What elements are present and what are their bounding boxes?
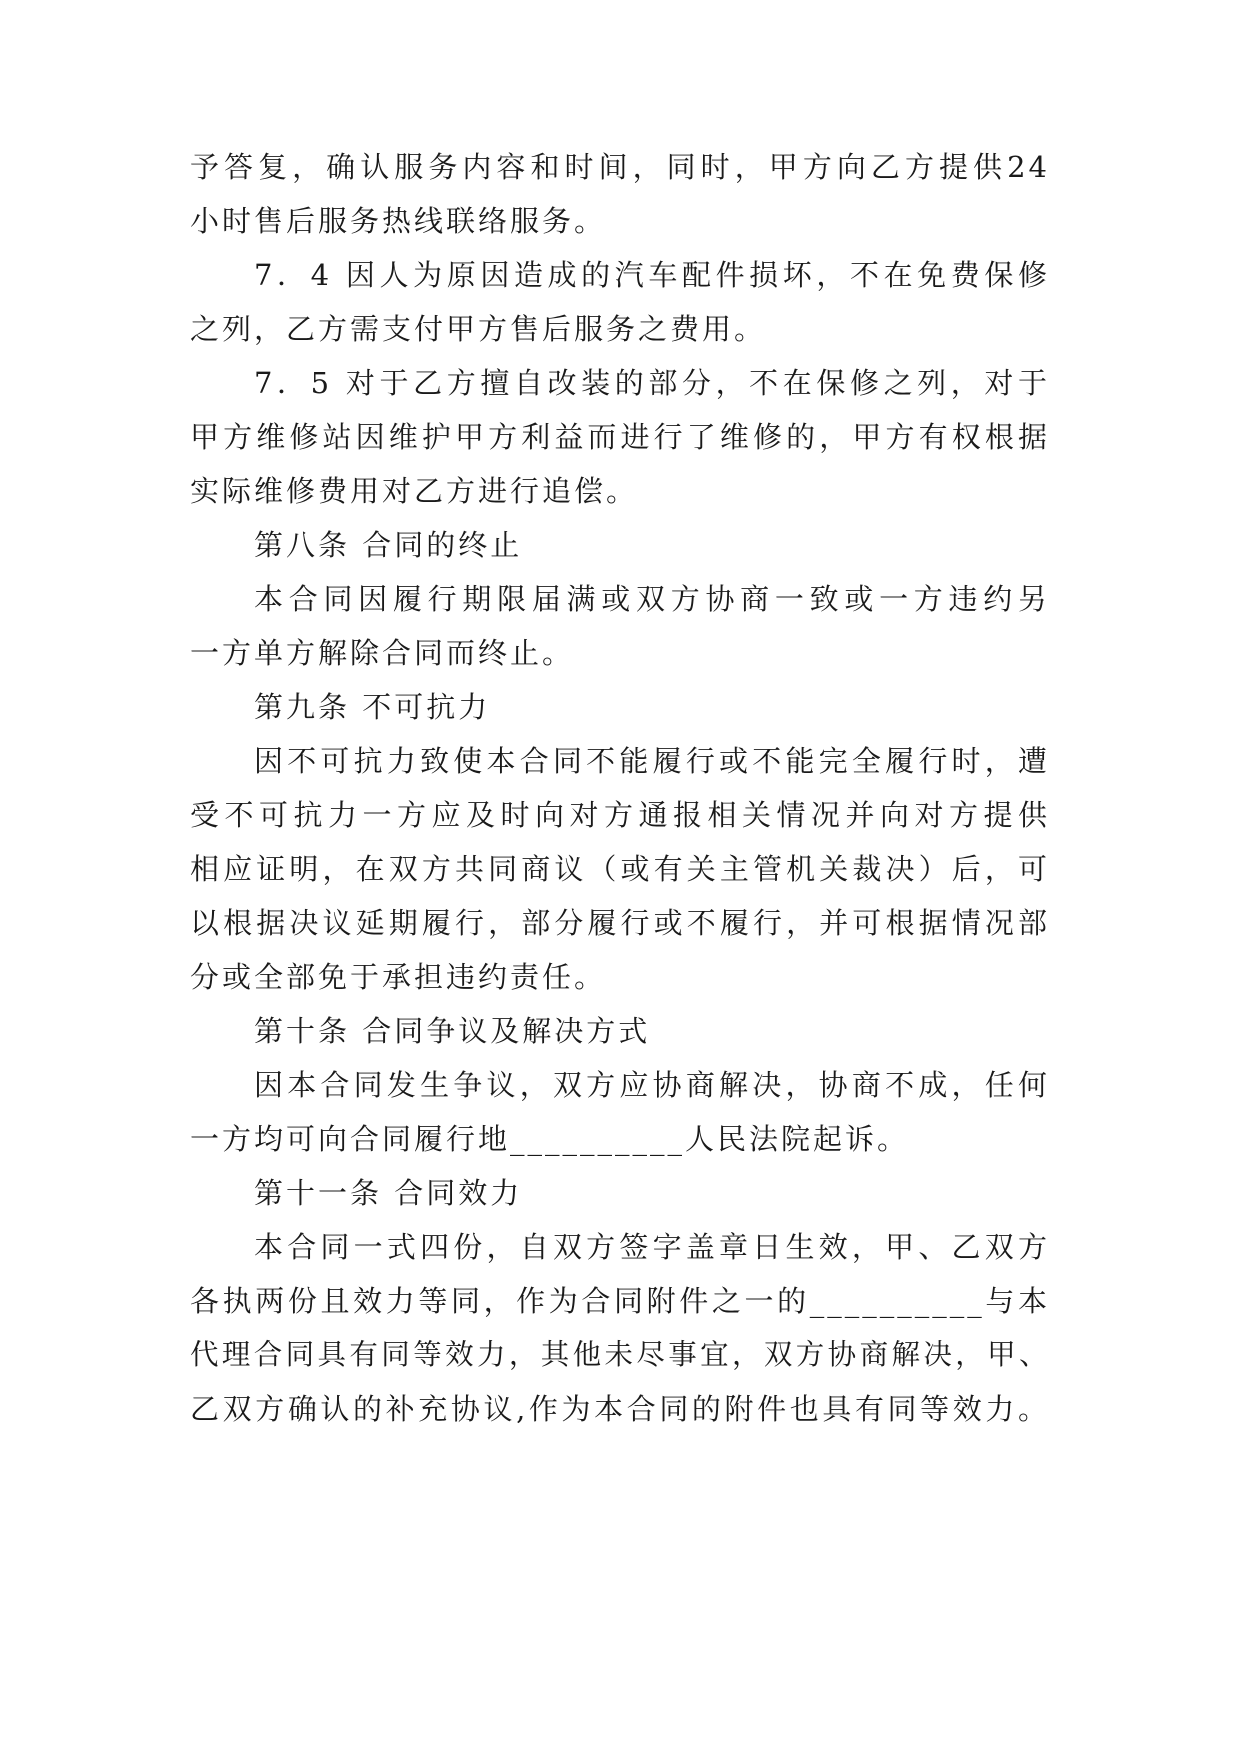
text-line-24: 乙双方确认的补充协议,作为本合同的附件也具有同等效力。 xyxy=(190,1392,1050,1426)
text-line-12: 因不可抗力致使本合同不能履行或不能完全履行时，遭 xyxy=(254,744,1050,778)
text-line-3: 7．4 因人为原因造成的汽车配件损坏，不在免费保修 xyxy=(254,258,1050,292)
text-line-23: 代理合同具有同等效力，其他未尽事宜，双方协商解决，甲、 xyxy=(190,1338,1050,1371)
text-line-2: 小时售后服务热线联络服务。 xyxy=(190,204,607,238)
text-line-13: 受不可抗力一方应及时向对方通报相关情况并向对方提供 xyxy=(190,798,1050,832)
text-line-22: 各执两份且效力等同，作为合同附件之一的__________与本 xyxy=(190,1284,1050,1318)
text-line-7: 实际维修费用对乙方进行追偿。 xyxy=(190,474,639,508)
section-heading-10: 第十条 合同争议及解决方式 xyxy=(254,1014,651,1048)
section-heading-8: 第八条 合同的终止 xyxy=(254,528,523,562)
text-line-10: 一方单方解除合同而终止。 xyxy=(190,636,575,670)
text-line-15: 以根据决议延期履行，部分履行或不履行，并可根据情况部 xyxy=(190,906,1050,940)
text-line-6: 甲方维修站因维护甲方利益而进行了维修的，甲方有权根据 xyxy=(190,420,1050,454)
text-line-9: 本合同因履行期限届满或双方协商一致或一方违约另 xyxy=(254,582,1050,616)
text-line-5: 7．5 对于乙方擅自改装的部分，不在保修之列，对于 xyxy=(254,366,1050,400)
text-line-14: 相应证明，在双方共同商议（或有关主管机关裁决）后，可 xyxy=(190,852,1050,886)
section-heading-9: 第九条 不可抗力 xyxy=(254,690,491,724)
text-line-16: 分或全部免于承担违约责任。 xyxy=(190,960,607,994)
text-line-19: 一方均可向合同履行地__________人民法院起诉。 xyxy=(190,1122,910,1156)
text-line-1: 予答复，确认服务内容和时间，同时，甲方向乙方提供24 xyxy=(190,150,1050,184)
section-heading-11: 第十一条 合同效力 xyxy=(254,1176,523,1210)
text-line-4: 之列，乙方需支付甲方售后服务之费用。 xyxy=(190,312,767,346)
text-line-21: 本合同一式四份，自双方签字盖章日生效，甲、乙双方 xyxy=(254,1230,1050,1264)
text-line-18: 因本合同发生争议，双方应协商解决，协商不成，任何 xyxy=(254,1068,1050,1102)
